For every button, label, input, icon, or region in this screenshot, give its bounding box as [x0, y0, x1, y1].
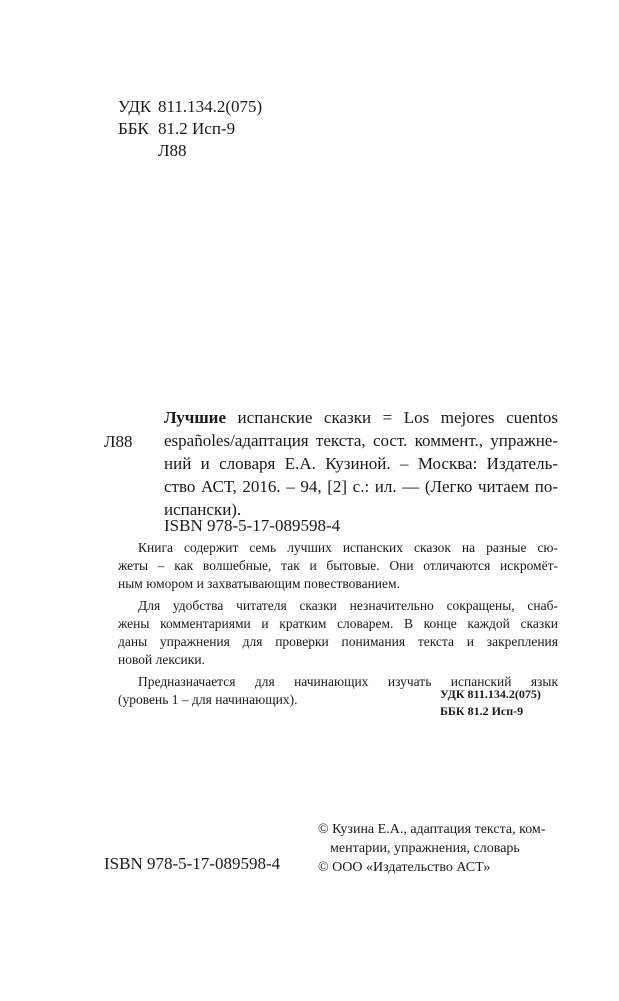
- classification-codes-right: [440, 686, 541, 720]
- biblio-line: ний и словаря Е.А. Кузиной. – Москва: Издатель-: [164, 454, 558, 473]
- annotation-paragraph: [118, 539, 558, 593]
- title-bold: Лучшие: [164, 408, 227, 427]
- classification-codes: [118, 96, 262, 162]
- annotation-line: жены комментариями и кратким словарем. В конце каждой сказки: [118, 616, 558, 631]
- bbk-value: 81.2 Исп-9: [158, 119, 236, 138]
- annotation-line: Предназначается для начинающих изучать испанский язык: [138, 674, 558, 689]
- bibliographic-description: [164, 406, 558, 521]
- biblio-line: испански).: [164, 500, 242, 519]
- annotation-line: ным юмором и захватывающим повествованием.: [118, 576, 400, 591]
- annotation-line: даны упражнения для проверки понимания текста и закрепления: [118, 634, 558, 649]
- biblio-line: españoles/адаптация текста, сост. коммент., упражне-: [164, 431, 558, 450]
- biblio-line-text: испанские сказки = Los mejores cuentos: [226, 408, 558, 427]
- copyright-line: © Кузина Е.А., адаптация текста, ком-: [318, 822, 546, 837]
- bbk-code-bold: ББК 81.2 Исп-9: [440, 704, 524, 718]
- annotation-line: жеты – как волшебные, так и бытовые. Они отличаются искромёт-: [118, 558, 558, 573]
- annotation-paragraph: [118, 597, 558, 669]
- author-mark: Л88: [158, 141, 187, 160]
- udk-value: 811.134.2(075): [158, 97, 263, 116]
- annotation-line: новой лексики.: [118, 652, 205, 667]
- annotation-line: Книга содержит семь лучших испанских сказок на разные сю-: [138, 540, 558, 555]
- biblio-line: [164, 406, 558, 429]
- udk-label: УДК: [118, 97, 152, 116]
- bbk-row: [118, 118, 262, 140]
- copyright-line: ментарии, упражнения, словарь: [330, 841, 520, 856]
- annotation-line: Для удобства читателя сказки незначительно сокращены, снаб-: [138, 598, 558, 613]
- side-author-mark: Л88: [104, 432, 133, 451]
- isbn-main: ISBN 978-5-17-089598-4: [164, 516, 341, 535]
- annotation-line: (уровень 1 – для начинающих).: [118, 692, 298, 707]
- copyright-block: [318, 820, 545, 877]
- copyright-line: © ООО «Издательство АСТ»: [318, 860, 491, 875]
- biblio-line: ство АСТ, 2016. – 94, [2] с.: ил. — (Легко читаем по-: [164, 477, 558, 496]
- bbk-label: ББК: [118, 119, 149, 138]
- isbn-bottom: ISBN 978-5-17-089598-4: [104, 854, 281, 873]
- udk-code-bold: УДК 811.134.2(075): [440, 687, 541, 701]
- udk-row: [118, 96, 262, 118]
